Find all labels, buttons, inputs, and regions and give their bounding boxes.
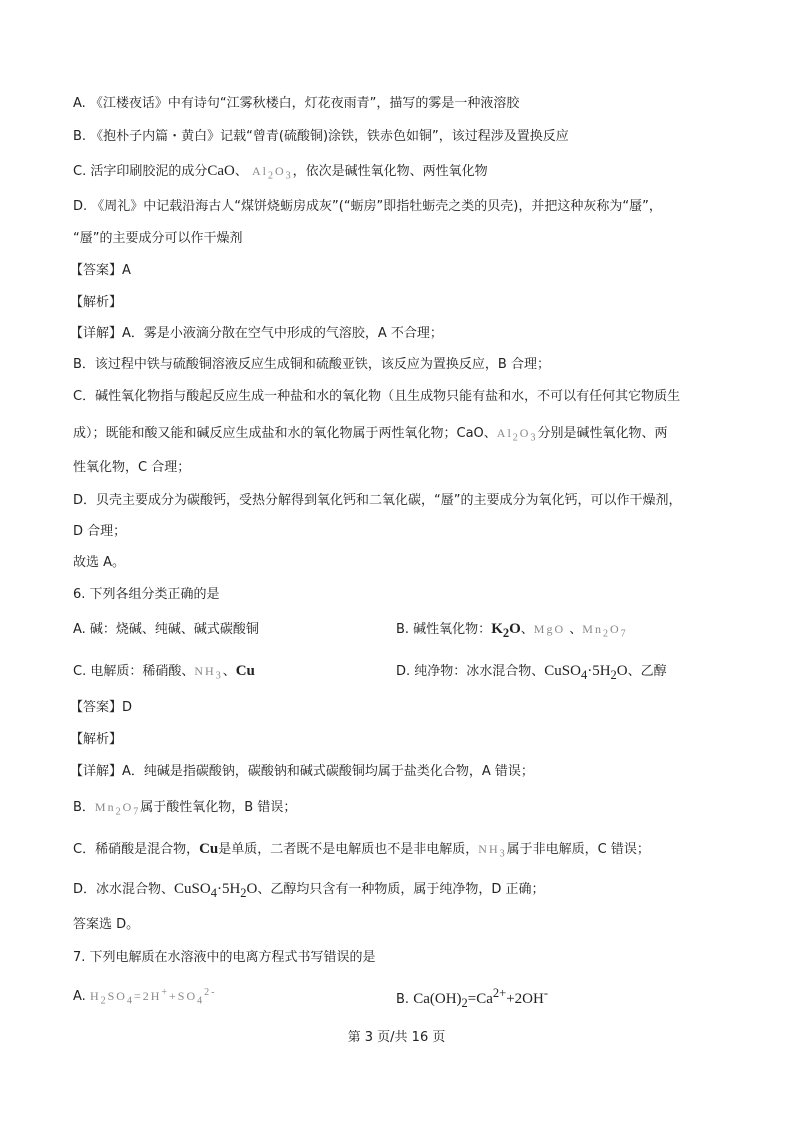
q6-analysis-heading: 【解析】 (70, 732, 123, 747)
q5-option-a: A. 《江楼夜话》中有诗句“江雾秋楼白，灯花夜雨青”，描写的雾是一种液溶胶 (73, 96, 520, 111)
q5-detail-a: 【详解】A．雾是小液滴分散在空气中形成的气溶胶，A 不合理； (70, 326, 443, 341)
formula-mn2o7: $Mn_2O_7$ (582, 622, 628, 640)
q6-detail-c: C．稀硝酸是混合物，Cu是单质，二者既不是电解质也不是非电解质，$NH_3$属于非电解质，C 错误； (73, 841, 650, 860)
q6-answer: 【答案】D (70, 700, 133, 715)
formula-cuso4-5h2o: $CuSO_4\cdot 5H_2O$ (174, 881, 258, 900)
q6-detail-b: B．$Mn_2O_7$属于酸性氧化物，B 错误； (73, 800, 297, 818)
q5-detail-d-line1: D．贝壳主要成分为碳酸钙，受热分解得到氧化钙和二氧化碳，“蜃”的主要成分为氧化钙，可以作干燥剂， (73, 493, 682, 508)
separator: 、 (234, 164, 248, 179)
q6-option-b-text: B. 碱性氧化物： (396, 622, 492, 637)
q5-option-b: B. 《抱朴子内篇・黄白》记载“曾青(硫酸铜)涂铁，铁赤色如铜”，该过程涉及置换反应 (73, 129, 569, 144)
formula-nh3: $NH_3$ (194, 664, 223, 682)
q5-detail-b: B．该过程中铁与硫酸铜溶液反应生成铜和硫酸亚铁，该反应为置换反应，B 合理； (73, 357, 550, 372)
q6-option-d-tail: 、乙醇 (627, 664, 667, 679)
formula-k2o: $K_2O$ (491, 621, 521, 640)
q5-option-c-text: C. 活字印刷胶泥的成分 (73, 164, 208, 179)
q5-detail-c-line1: C．碱性氧化物指与酸起反应生成一种盐和水的氧化物（且生成物只能有盐和水，不可以有任何其它物质生 (73, 389, 681, 404)
q6-option-c-text: C. 电解质：稀硝酸、 (73, 664, 195, 679)
q6-stem: 6. 下列各组分类正确的是 (73, 587, 220, 602)
q5-detail-d-line2: D 合理； (73, 524, 127, 539)
q5-detail-c-line3: 性氧化物，C 合理； (73, 460, 191, 475)
q6-option-c: C. 电解质：稀硝酸、$NH_3$、Cu (73, 663, 255, 682)
q5-answer: 【答案】A (70, 263, 131, 278)
q5-option-d-line2: “蜃”的主要成分可以作干燥剂 (73, 231, 243, 246)
formula-al2o3: $Al_2O_3$ (252, 164, 293, 182)
q5-conclusion: 故选 A。 (73, 555, 126, 570)
q6-option-d-text: D. 纯净物：冰水混合物、 (396, 664, 545, 679)
page-number: 第 3 页/共 16 页 (347, 1030, 446, 1045)
formula-nh3: $NH_3$ (478, 842, 507, 860)
formula-cu: Cu (235, 663, 255, 679)
q5-detail-c-text: 成）；既能和酸又能和碱反应生成盐和水的氧化物属于两性氧化物；CaO、 (73, 426, 497, 441)
formula-cu: Cu (199, 841, 219, 857)
q5-detail-c-tail: 分别是碱性氧化物、两 (537, 426, 668, 441)
formula-h2so4-ionization: $H_2SO_4=2H^++SO_4^{2-}$ (89, 987, 217, 1007)
q6-option-a: A. 碱：烧碱、纯碱、碱式碳酸铜 (73, 622, 259, 637)
formula-mn2o7: $Mn_2O_7$ (94, 800, 141, 818)
formula-mgo: MgO (533, 622, 566, 636)
formula-caoh2-ionization: $Ca(OH)_2=Ca^{2+}+2OH^-$ (413, 986, 549, 1010)
q5-analysis-heading: 【解析】 (70, 295, 123, 310)
q5-option-c-tail: ，依次是碱性氧化物、两性氧化物 (292, 164, 488, 179)
q6-option-b: B. 碱性氧化物：$K_2O$、MgO 、$Mn_2O_7$ (396, 621, 628, 640)
q5-option-d-line1: D. 《周礼》中记载沿海古人“煤饼烧蛎房成灰”(“蛎房”即指牡蛎壳之类的贝壳)，并把这种灰称为“蜃”， (73, 199, 662, 214)
formula-cuso4-5h2o: $CuSO_4\cdot 5H_2O$ (544, 663, 628, 682)
q6-detail-a: 【详解】A．纯碱是指碳酸钠，碳酸钠和碱式碳酸铜均属于盐类化合物，A 错误； (70, 764, 534, 779)
q6-conclusion: 答案选 D。 (73, 917, 140, 932)
q5-option-c (73, 162, 488, 185)
q7-option-a: A. $H_2SO_4=2H^++SO_4^{2-}$ (73, 987, 217, 1007)
q5-detail-c-line2 (73, 424, 667, 447)
q6-option-d (396, 662, 667, 684)
q6-detail-d: D．冰水混合物、$CuSO_4\cdot 5H_2O$、乙醇均只含有一种物质，属于纯净物，D 正确； (73, 881, 545, 900)
formula-al2o3: $Al_2O_3$ (496, 426, 538, 444)
q7-stem: 7. 下列电解质在水溶液中的电离方程式书写错误的是 (73, 950, 376, 965)
formula-cao: CaO (207, 163, 235, 179)
q7-option-b: B. $Ca(OH)_2=Ca^{2+}+2OH^-$ (396, 986, 549, 1010)
